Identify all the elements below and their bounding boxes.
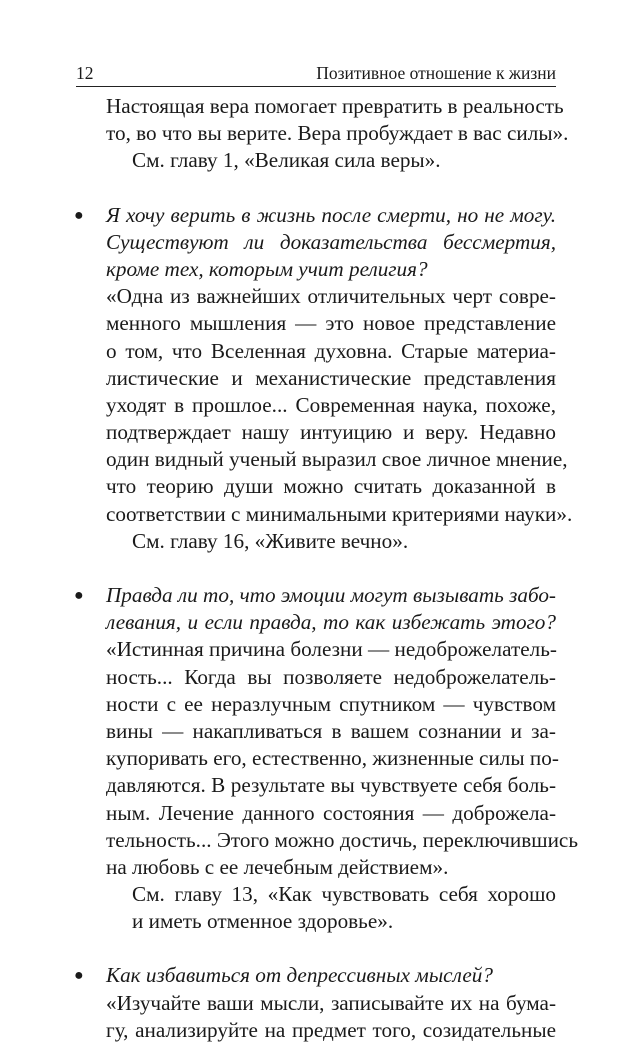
text-line-content: См. главу 13, «Как чувствовать себя хорошо: [132, 882, 556, 907]
text-line: [76, 120, 569, 147]
text-line: [76, 310, 556, 337]
bullet-icon: ●: [74, 587, 84, 604]
text-line: [76, 283, 556, 310]
text-line: [76, 664, 556, 691]
text-line-content: купоривать его, естественно, жизненные силы по-: [106, 746, 559, 771]
text-line-content: «Изучайте ваши мысли, записывайте их на бума-: [106, 990, 556, 1015]
text-line: [76, 1017, 556, 1044]
text-line-content: левания, и если правда, то как избежать этого?: [106, 610, 556, 635]
text-line-content: Как избавиться от депрессивных мыслей?: [106, 963, 493, 988]
text-line-content: тельность... Этого можно достичь, переключившись: [106, 827, 578, 852]
text-line: [76, 881, 556, 908]
text-line: [76, 501, 573, 528]
text-line-content: ным. Лечение данного состояния — доброжела-: [106, 800, 556, 825]
text-line: [76, 990, 556, 1017]
text-line-content: подтверждает нашу интуицию и веру. Недавно: [106, 420, 556, 445]
body-text: [74, 93, 578, 1044]
text-line: [76, 419, 556, 446]
text-line: [76, 609, 556, 636]
text-line: [76, 93, 564, 120]
text-line-content: менного мышления — это новое представление: [106, 311, 556, 336]
text-line-content: Я хочу верить в жизнь после смерти, но не могу.: [106, 202, 556, 227]
paragraph-gap: [76, 175, 556, 202]
text-line: [76, 202, 556, 229]
text-line-content: один видный ученый выразил свое личное мнение,: [106, 447, 568, 472]
text-line-content: Правда ли то, что эмоции могут вызывать забо-: [106, 583, 556, 607]
text-line-content: кроме тех, которым учит религия?: [106, 256, 428, 281]
text-line: [76, 446, 568, 473]
text-line: [76, 962, 556, 989]
bullet-icon: ●: [74, 967, 84, 985]
bullet-icon: ●: [74, 206, 84, 224]
text-line: [76, 691, 556, 718]
text-line-content: о том, что Вселенная духовна. Старые материа-: [106, 338, 556, 363]
text-line-content: См. главу 1, «Великая сила веры».: [132, 148, 441, 173]
text-line-content: то, во что вы верите. Вера пробуждает в вас силы».: [106, 121, 569, 146]
text-line: [76, 772, 556, 799]
text-line: [76, 745, 559, 772]
text-line-content: давляются. В результате вы чувствуете себя боль-: [106, 773, 556, 798]
text-line: [76, 473, 556, 500]
text-line-content: «Одна из важнейших отличительных черт совре-: [106, 284, 556, 309]
text-line-content: уходят в прошлое... Современная наука, похоже,: [106, 392, 556, 417]
text-line: [76, 582, 556, 609]
text-line: [76, 256, 556, 283]
running-title: Позитивное отношение к жизни: [316, 63, 556, 83]
text-line-content: и иметь отменное здоровье».: [132, 909, 394, 934]
text-line: [76, 908, 556, 935]
paragraph-gap: [76, 935, 556, 962]
text-line: [76, 392, 556, 419]
text-line: [76, 338, 556, 365]
text-line: [76, 229, 556, 256]
page-number: 12: [76, 63, 94, 83]
running-header: [76, 60, 556, 87]
text-line: [76, 854, 556, 881]
text-line-content: вины — накапливаться в вашем сознании и за-: [106, 718, 556, 743]
text-line: [76, 636, 556, 663]
text-line-content: Существуют ли доказательства бессмертия,: [106, 229, 556, 254]
text-line: [76, 365, 556, 392]
text-line-content: листические и механистические представления: [106, 365, 556, 390]
text-line: [76, 800, 556, 827]
text-line-content: См. главу 16, «Живите вечно».: [132, 528, 409, 553]
text-line: [76, 827, 578, 854]
text-line: [76, 718, 556, 745]
text-line-content: Настоящая вера помогает превратить в реальность: [106, 94, 564, 118]
text-line: [76, 528, 556, 555]
text-line: [76, 147, 556, 174]
text-line-content: на любовь с ее лечебным действием».: [106, 854, 449, 879]
text-line-content: соответствии с минимальными критериями науки».: [106, 501, 573, 526]
text-line-content: «Истинная причина болезни — недоброжелатель-: [106, 637, 557, 662]
text-line-content: что теорию души можно считать доказанной в: [106, 474, 556, 499]
paragraph-gap: [76, 555, 556, 582]
text-line-content: ность... Когда вы позволяете недоброжелатель-: [106, 664, 556, 689]
text-line-content: гу, анализируйте на предмет того, созидательные: [106, 1017, 556, 1042]
text-line-content: ности с ее неразлучным спутником — чувством: [106, 691, 556, 716]
